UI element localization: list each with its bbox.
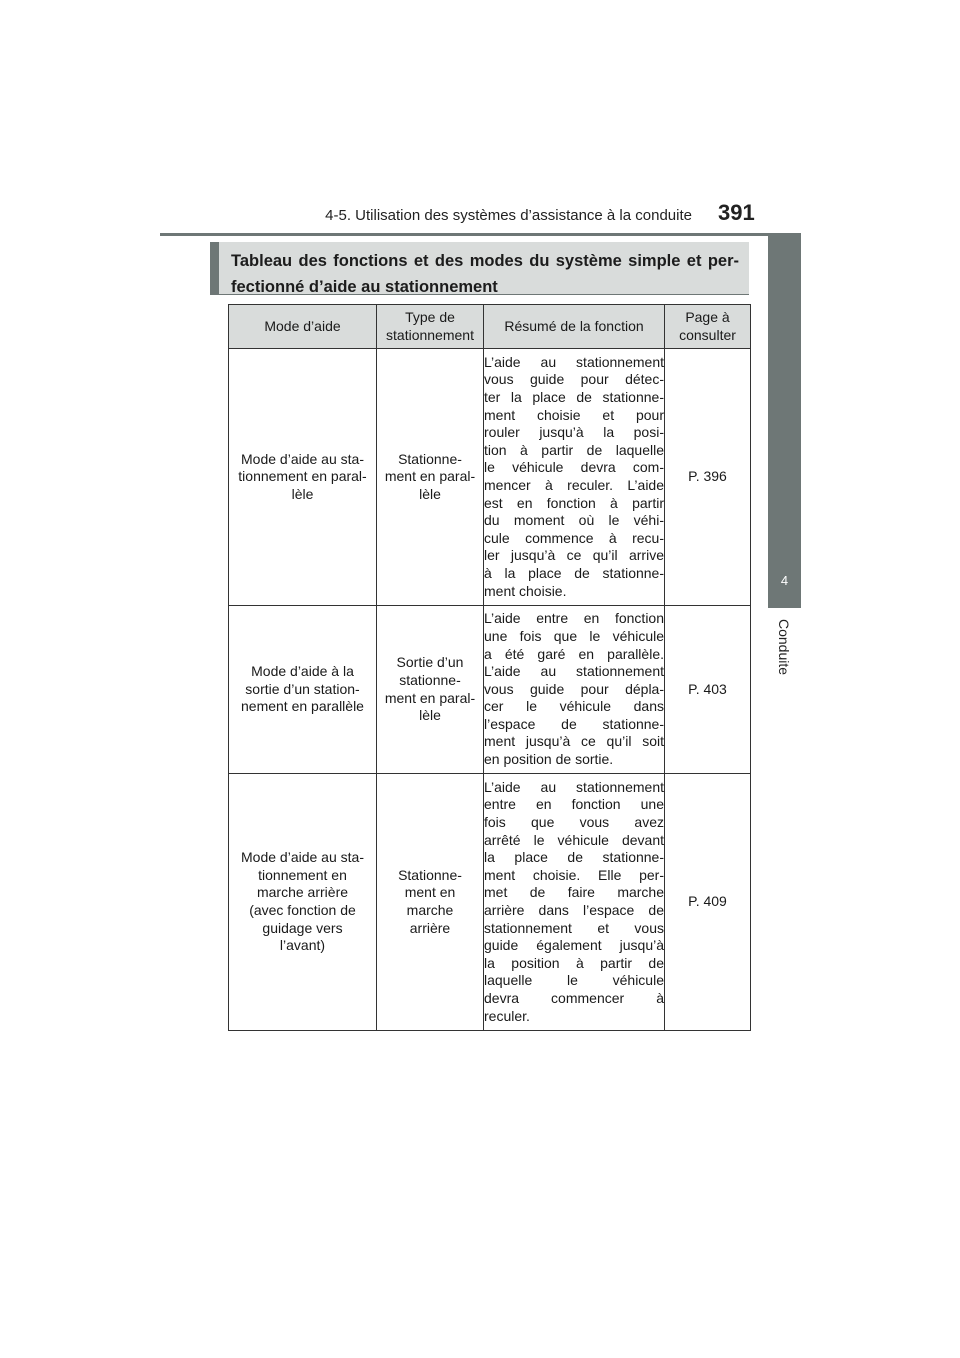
cell-text-line: ment jusqu’à ce qu’il soit — [484, 733, 664, 750]
cell-text-line: en position de sortie. — [484, 751, 614, 768]
header-text: Type de — [405, 308, 455, 325]
cell-text-line: nement en parallèle — [241, 698, 364, 715]
cell-text-line: ment en — [404, 884, 456, 901]
cell-type — [377, 349, 484, 606]
page-reference: P. 403 — [688, 680, 727, 697]
table-row — [229, 349, 751, 606]
cell-text-line: stationne- — [399, 671, 461, 688]
header-text: Mode d’aide — [264, 317, 341, 334]
cell-text-line: arrêté le véhicule devant — [484, 831, 664, 848]
page-number: 391 — [718, 200, 755, 225]
cell-text-line: marche — [406, 902, 454, 918]
cell-text-line: le véhicule devra com- — [484, 459, 664, 476]
cell-text-line: L’aide au stationnement — [484, 778, 664, 795]
cell-text-line: une fois que le véhicule — [484, 627, 664, 644]
cell-text-line: Mode d’aide au sta- — [241, 849, 364, 866]
cell-text-line: vous guide pour dépla- — [484, 680, 664, 697]
cell-text-line: rouler jusqu’à la posi- — [484, 424, 664, 441]
header-text: Résumé de la fonction — [504, 317, 644, 334]
section-title-line: fectionné d’aide au stationnement — [231, 278, 498, 296]
header-divider — [160, 233, 801, 236]
table-header-row — [229, 305, 751, 349]
cell-text-line: la place de stationne- — [484, 849, 664, 866]
cell-text-line: lèle — [419, 485, 441, 502]
table-row — [229, 606, 751, 774]
cell-text-line: tionnement en paral- — [238, 468, 367, 485]
cell-summary — [484, 349, 665, 606]
cell-text-line: ment en paral- — [384, 689, 476, 706]
cell-text-line: guidage vers — [262, 919, 343, 936]
cell-text-line: vous guide pour détec- — [484, 371, 664, 388]
cell-text-line: est en fonction à partir — [484, 494, 664, 511]
cell-text-line: stationnement et vous — [484, 919, 664, 936]
cell-text-line: sortie d’un station- — [245, 680, 360, 697]
cell-text-line: Stationne- — [398, 450, 462, 467]
cell-text-line: a été garé en parallèle. — [484, 645, 664, 662]
column-header-type — [377, 305, 484, 349]
chapter-label: Conduite — [776, 618, 792, 676]
cell-text-line: marche arrière — [256, 884, 349, 901]
cell-text-line: cer le véhicule dans — [484, 698, 664, 715]
cell-text-line: guide également jusqu’à — [484, 937, 664, 954]
chapter-side-tab — [768, 236, 801, 608]
cell-text-line: cule commence à recu- — [484, 529, 664, 546]
page-reference: P. 396 — [688, 468, 727, 485]
column-header-mode — [229, 305, 377, 349]
cell-text-line: du moment où le véhi- — [484, 512, 664, 529]
cell-text-line: arrière — [409, 919, 451, 936]
cell-text-line: l’avant) — [279, 937, 326, 954]
column-header-page — [665, 305, 751, 349]
cell-text-line: Mode d’aide à la — [251, 663, 354, 680]
cell-text-line: mencer à reculer. L’aide — [484, 477, 664, 493]
cell-mode — [229, 606, 377, 774]
cell-page — [665, 606, 751, 774]
page-reference: P. 409 — [688, 893, 727, 910]
cell-text-line: fois que vous avez — [484, 814, 664, 831]
cell-page — [665, 774, 751, 1031]
header-text: Page à — [685, 308, 730, 325]
section-title-line: Tableau des fonctions et des modes du système simple et per- — [231, 252, 739, 270]
cell-page — [665, 349, 751, 606]
header-text: stationnement — [386, 326, 474, 343]
cell-text-line: ter la place de stationne- — [484, 389, 664, 406]
cell-text-line: ment en paral- — [384, 468, 476, 485]
cell-text-line: tion à partir de laquelle — [484, 441, 664, 458]
cell-mode — [229, 774, 377, 1031]
cell-text-line: L’aide au stationnement — [484, 353, 664, 370]
running-header-section: 4-5. Utilisation des systèmes d’assistance à la conduite — [325, 207, 692, 224]
cell-text-line: ment choisie. — [484, 582, 567, 599]
column-header-summary — [484, 305, 665, 349]
cell-text-line: laquelle le véhicule — [484, 972, 664, 989]
cell-text-line: devra commencer à — [484, 989, 664, 1006]
cell-text-line: ler jusqu’à ce qu’il arrive — [484, 547, 664, 564]
cell-text-line: entre en fonction une — [484, 796, 664, 813]
chapter-number: 4 — [780, 573, 789, 588]
table-row — [229, 774, 751, 1031]
cell-text-line: lèle — [291, 485, 314, 502]
cell-text-line: ment choisie. Elle per- — [484, 866, 664, 883]
cell-text-line: arrière dans l’espace de — [484, 902, 664, 918]
cell-text-line: L’aide entre en fonction — [484, 610, 664, 627]
cell-text-line: à la place de stationne- — [484, 564, 664, 581]
cell-text-line: ment choisie et pour — [484, 406, 664, 423]
cell-text-line: L’aide au stationnement — [484, 663, 664, 680]
header-text: consulter — [679, 326, 736, 343]
section-title — [210, 242, 749, 295]
cell-summary — [484, 774, 665, 1031]
cell-text-line: l’espace de stationne- — [484, 715, 664, 732]
cell-type — [377, 774, 484, 1031]
cell-text-line: met de faire marche — [484, 884, 664, 901]
cell-text-line: reculer. — [484, 1007, 530, 1024]
cell-text-line: Sortie d’un — [396, 654, 464, 671]
cell-text-line: tionnement en — [258, 866, 347, 883]
cell-text-line: la position à partir de — [484, 954, 664, 971]
cell-mode — [229, 349, 377, 606]
cell-text-line: Mode d’aide au sta- — [241, 450, 364, 467]
cell-text-line: (avec fonction de — [249, 902, 356, 918]
cell-text-line: Stationne- — [398, 866, 462, 883]
cell-type — [377, 606, 484, 774]
parking-assist-functions-table — [228, 304, 751, 1031]
cell-text-line: lèle — [419, 707, 441, 724]
cell-summary — [484, 606, 665, 774]
